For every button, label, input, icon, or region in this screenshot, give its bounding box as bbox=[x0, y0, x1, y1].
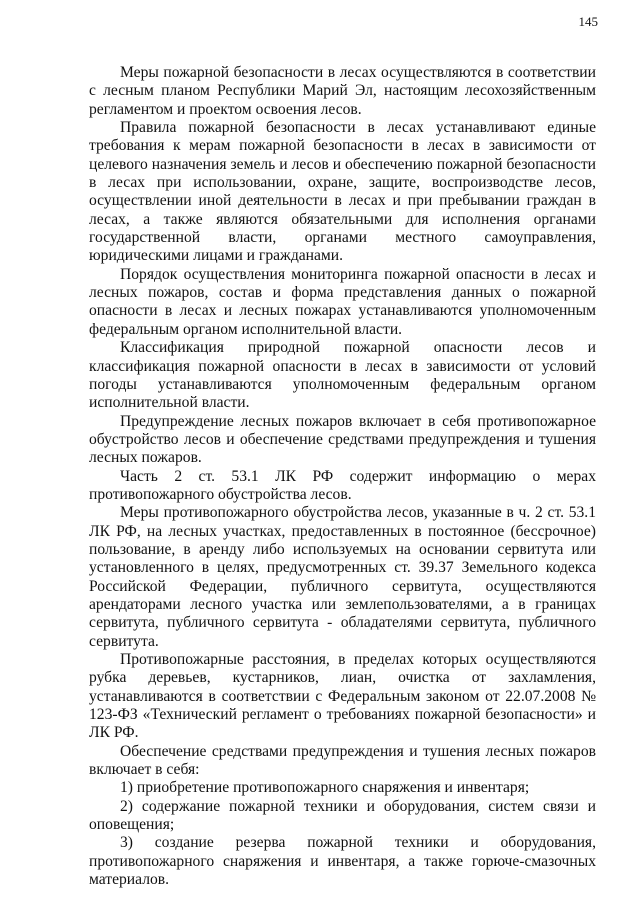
list-item-reserve-creation: 3) создание резерва пожарной техники и оборудования, противопожарного снаряжения и инвентаря, а также горюче-смазочных материалов. bbox=[89, 834, 596, 889]
page-number: 145 bbox=[578, 14, 598, 29]
paragraph-monitoring-procedure: Порядок осуществления мониторинга пожарной опасности в лесах и лесных пожаров, состав и форма представления данных о пожарной опасности в лесах и лесных пожарах устанавливаются уполномоченным федеральным органом исполнительной власти. bbox=[89, 265, 596, 338]
document-body bbox=[89, 64, 596, 889]
list-item-equipment-purchase: 1) приобретение противопожарного снаряжения и инвентаря; bbox=[120, 779, 530, 797]
paragraph-article-reference: Часть 2 ст. 53.1 ЛК РФ содержит информацию о мерах противопожарного обустройства лесов. bbox=[89, 467, 596, 503]
paragraph-fire-safety-rules: Правила пожарной безопасности в лесах устанавливают единые требования к мерам пожарной безопасности в лесах в зависимости от целевого назначения земель и лесов и обеспечению пожарной безопасности в лесах при использовании, охране, защите, воспроизводстве лесов, осуществлении иной деятельности в лесах и при пребывании граждан в лесах, а также являются обязательными для исполнения органами государственной власти, органами местного самоуправления, юридическими лицами и гражданами. bbox=[89, 119, 596, 265]
paragraph-fire-safety-measures: Меры пожарной безопасности в лесах осуществляются в соответствии с лесным планом Республики Марий Эл, настоящим лесохозяйственным регламентом и проектом освоения лесов. bbox=[89, 64, 596, 118]
paragraph-hazard-classification: Классификация природной пожарной опасности лесов и классификация пожарной опасности в лесах в зависимости от условий погоды устанавливаются уполномоченным федеральным органом исполнительной власти. bbox=[89, 339, 596, 412]
paragraph-means-intro: Обеспечение средствами предупреждения и тушения лесных пожаров включает в себя: bbox=[89, 742, 596, 779]
paragraph-measures-responsibility: Меры противопожарного обустройства лесов, указанные в ч. 2 ст. 53.1 ЛК РФ, на лесных участках, предоставленных в постоянное (бессрочное) пользование, в аренду либо используемых на основании сервитута или установленного в целях, предусмотренных ст. 39.37 Земельного кодекса Российской Федерации, публичного сервитута, осуществляются арендаторами лесного участка или землепользователями, а в границах сервитута, публичного сервитута - обладателями сервитута, публичного сервитута. bbox=[89, 504, 596, 650]
paragraph-fire-prevention: Предупреждение лесных пожаров включает в себя противопожарное обустройство лесов и обеспечение средствами предупреждения и тушения лесных пожаров. bbox=[89, 412, 596, 467]
paragraph-fire-distances: Противопожарные расстояния, в пределах которых осуществляются рубка деревьев, кустарников, лиан, очистка от захламления, устанавливаются в соответствии с Федеральным законом от 22.07.2008 № 123-ФЗ «Технический регламент о требованиях пожарной безопасности» и ЛК РФ. bbox=[89, 651, 596, 742]
list-item-equipment-maintenance: 2) содержание пожарной техники и оборудования, систем связи и оповещения; bbox=[89, 797, 596, 834]
